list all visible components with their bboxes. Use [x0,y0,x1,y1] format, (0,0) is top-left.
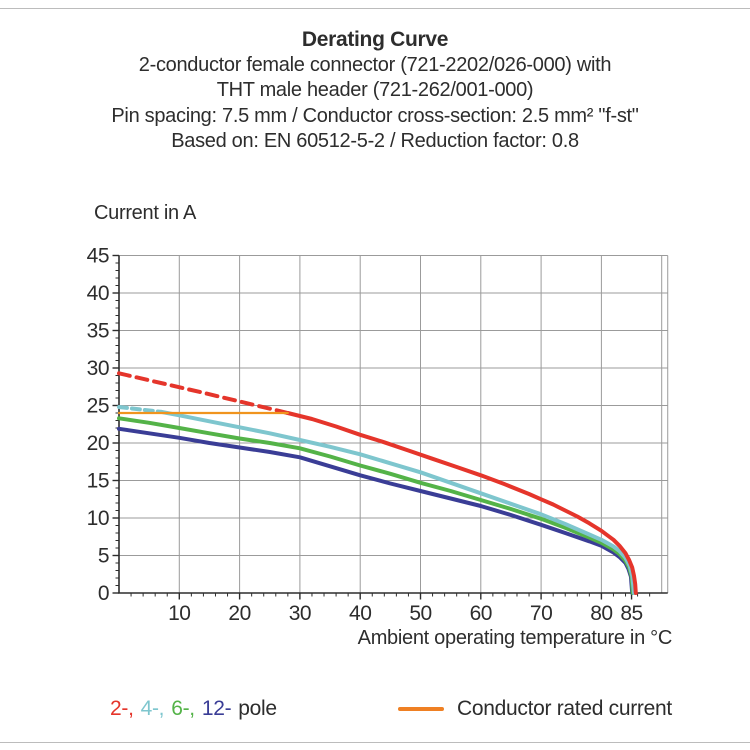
svg-text:50: 50 [409,602,432,625]
svg-text:80: 80 [590,602,613,625]
legend-pole-counts [110,697,277,721]
top-divider [0,8,750,9]
rated-current-label: Conductor rated current [457,697,672,720]
svg-text:25: 25 [86,394,109,418]
svg-text:30: 30 [288,602,312,625]
chart-subtitle-line1: 2-conductor female connector (721-2202/026-000) with [138,53,612,76]
svg-text:35: 35 [86,319,109,343]
chart-header [0,27,750,155]
legend-pole-suffix: pole [238,697,277,720]
bottom-divider [0,742,750,743]
svg-text:40: 40 [86,282,109,305]
svg-text:60: 60 [469,602,492,625]
svg-text:0: 0 [97,582,109,605]
rated-current-line-swatch [398,707,444,711]
y-axis-title: Current in A [94,202,197,224]
svg-text:70: 70 [529,602,553,625]
chart-subtitle-line3: Pin spacing: 7.5 mm / Conductor cross-section: 2.5 mm² "f-st" [111,104,639,127]
legend-pole-2: 2-, [110,697,134,720]
svg-text:10: 10 [86,507,109,530]
svg-text:15: 15 [86,469,109,493]
derating-chart-plot [0,195,750,665]
svg-text:20: 20 [86,432,109,455]
svg-text:40: 40 [349,602,372,625]
svg-text:20: 20 [228,602,251,625]
svg-text:5: 5 [97,544,109,568]
legend-pole-12: 12- [201,697,232,720]
svg-text:30: 30 [86,357,109,380]
legend-pole-4: 4-, [140,697,165,720]
legend-pole-6: 6-, [171,697,195,720]
chart-subtitle-line2: THT male header (721-262/001-000) [216,79,534,101]
chart-subtitle-line4: Based on: EN 60512-5-2 / Reduction factor: 0.8 [171,130,579,152]
legend-rated-current [398,697,672,721]
svg-text:85: 85 [620,602,643,625]
svg-text:10: 10 [168,602,191,625]
svg-text:45: 45 [86,244,109,268]
chart-title: Derating Curve [301,28,449,51]
x-axis-title: Ambient operating temperature in °C [357,627,672,649]
